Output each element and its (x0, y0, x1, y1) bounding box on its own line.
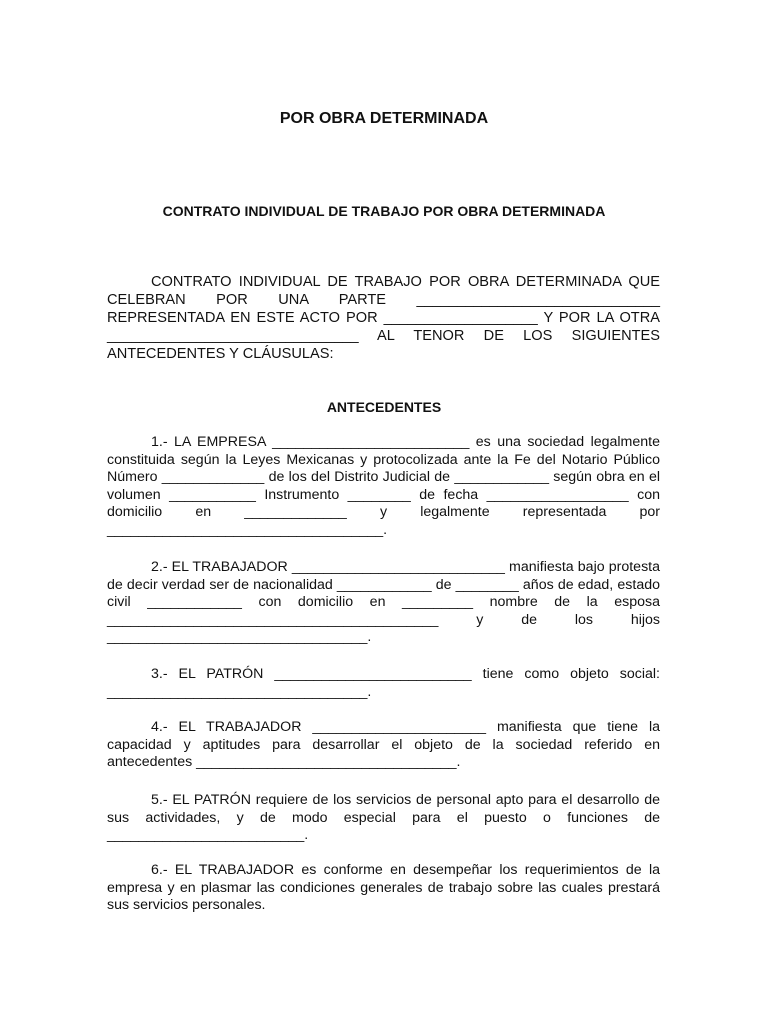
antecedent-paragraph-1: 1.- LA EMPRESA _________________________ es una sociedad legalmente constituida según la Leyes Mexicanas y protocolizada ante la Fe del Notario Público Número _____________ de los del Distrito Judicial de ____________ según obra en el volumen ___________ Instrumento ________ de fecha __________________ con domicilio en _____________ y legalmente representada por ___________________________________. (107, 434, 660, 538)
intro-paragraph: CONTRATO INDIVIDUAL DE TRABAJO POR OBRA DETERMINADA QUE CELEBRAN POR UNA PARTE ______________________________ REPRESENTADA EN ESTE ACTO POR ___________________ Y POR LA OTRA _______________________________ AL TENOR DE LOS SIGUIENTES ANTECEDENTES Y CLÁUSULAS: (107, 274, 660, 362)
antecedent-paragraph-3: 3.- EL PATRÓN _________________________ tiene como objeto social: _________________________________. (107, 666, 660, 700)
antecedent-paragraph-2: 2.- EL TRABAJADOR ___________________________ manifiesta bajo protesta de decir verdad ser de nacionalidad ____________ de ________ años de edad, estado civil ____________ con domicilio en _________ nombre de la esposa __________________________________________ y de los hijos _________________________________. (107, 559, 660, 646)
antecedent-paragraph-5: 5.- EL PATRÓN requiere de los servicios de personal apto para el desarrollo de sus actividades, y de modo especial para el puesto o funciones de _________________________. (107, 792, 660, 844)
document-title: POR OBRA DETERMINADA (279, 110, 489, 127)
antecedent-paragraph-6: 6.- EL TRABAJADOR es conforme en desempeñar los requerimientos de la empresa y en plasmar las condiciones generales de trabajo sobre las cuales prestará sus servicios personales. (107, 862, 660, 914)
antecedent-paragraph-4: 4.- EL TRABAJADOR ______________________ manifiesta que tiene la capacidad y aptitudes para desarrollar el objeto de la sociedad referido en antecedentes _________________________________. (107, 719, 660, 771)
contract-subtitle: CONTRATO INDIVIDUAL DE TRABAJO POR OBRA DETERMINADA (162, 203, 606, 219)
section-heading-antecedentes: ANTECEDENTES (326, 399, 442, 415)
